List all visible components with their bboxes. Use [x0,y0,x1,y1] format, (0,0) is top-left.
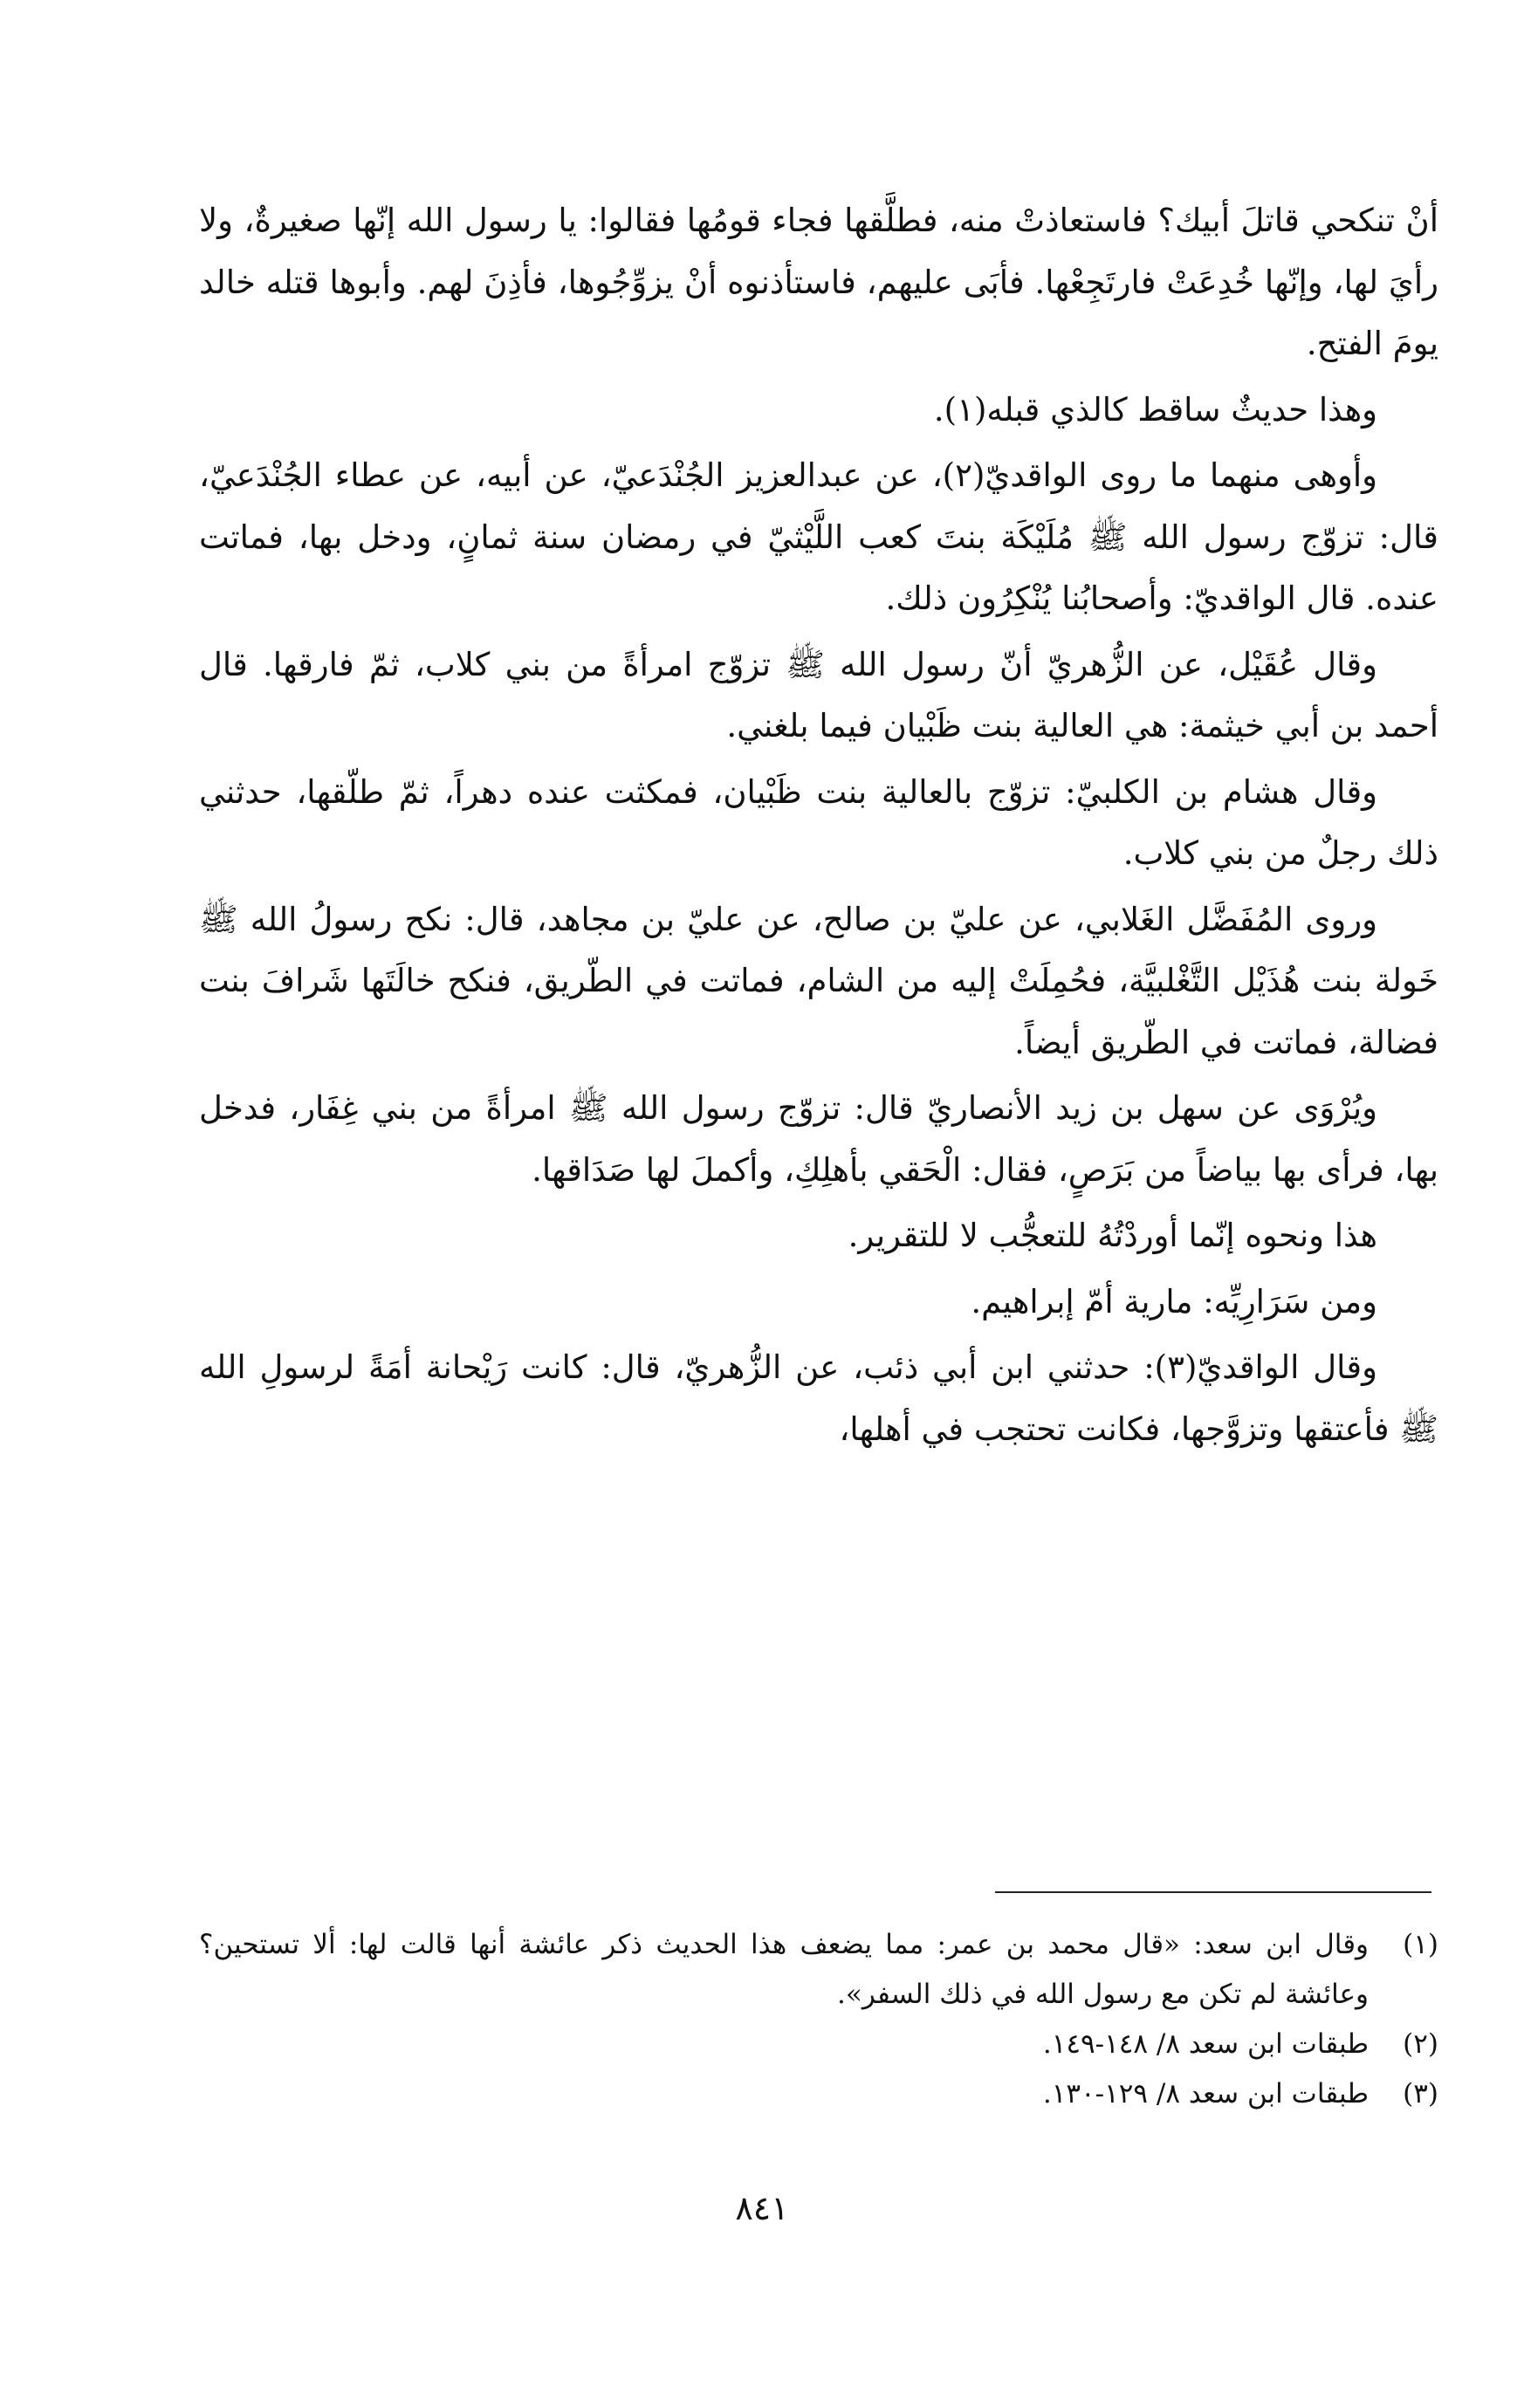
paragraph-4: وقال عُقَيْل، عن الزُّهريّ أنّ رسول الله ﷺ تزوّج امرأةً من بني كلاب، ثمّ فارقها. قال أحمد بن أبي خيثمة: هي العالية بنت ظَبْيان فيما بلغني. [199,645,1438,744]
paragraph-1: أنْ تنكحي قاتلَ أبيك؟ فاستعاذتْ منه، فطلَّقها فجاء قومُها فقالوا: يا رسول الله إنّها صغيرةٌ، ولا رأيَ لها، وإنّها خُدِعَتْ فارتَجِعْها. فأبَى عليهم، فاستأذنوه أنْ يزوِّجُوها، فأذِنَ لهم. وأبوها قتله خالد يومَ الفتح. [199,202,1438,362]
main-text [199,190,1438,1465]
paragraph-7: ويُرْوَى عن سهل بن زيد الأنصاريّ قال: تزوّج رسول الله ﷺ امرأةً من بني غِفَار، فدخل بها، فرأى بها بياضاً من بَرَصٍ، فقال: الْحَقي بأهلِكِ، وأكملَ لها صَدَاقها. [199,1089,1438,1189]
footnote-2 [199,2020,1438,2069]
footnote-divider [995,1891,1431,1893]
paragraph-6: وروى المُفَضَّل الغَلابي، عن عليّ بن صالح، عن عليّ بن مجاهد، قال: نكح رسولُ الله ﷺ خَولة بنت هُذَيْل التَّغْلبيَّة، فحُمِلَتْ إليه من الشام، فماتت في الطّريق، فنكح خالَتَها شَرافَ بنت فضالة، فماتت في الطّريق أيضاً. [199,900,1438,1061]
footnote-number: (١) [1403,1929,1438,1960]
footnote-text: طبقات ابن سعد ٨/ ١٤٨-١٤٩. [1042,2028,1369,2060]
footnote-number: (٣) [1403,2078,1438,2110]
paragraph-10: وقال الواقديّ(٣): حدثني ابن أبي ذئب، عن الزُّهريّ، قال: كانت رَيْحانة أمَةً لرسولِ الله ﷺ فأعتقها وتزوَّجها، فكانت تحتجب في أهلها، [199,1348,1438,1448]
footnote-text: طبقات ابن سعد ٨/ ١٢٩-١٣٠. [1042,2078,1369,2110]
footnote-3 [199,2069,1438,2119]
paragraph-8: هذا ونحوه إنّما أوردْتُهُ للتعجُّب لا للتقرير. [848,1217,1377,1254]
paragraph-5: وقال هشام بن الكلبيّ: تزوّج بالعالية بنت ظَبْيان، فمكثت عنده دهراً، ثمّ طلّقها، حدثني ذلك رجلٌ من بني كلاب. [199,772,1438,872]
paragraph-2: وهذا حديثٌ ساقط كالذي قبله(١). [933,390,1377,429]
footnote-text: وقال ابن سعد: «قال محمد بن عمر: مما يضعف هذا الحديث ذكر عائشة أنها قالت لها: ألا تستحين؟ وعائشة لم تكن مع رسول الله في ذلك السفر». [199,1929,1369,2010]
page-number: ٨٤١ [735,2189,789,2227]
paragraph-3: وأوهى منهما ما روى الواقديّ(٢)، عن عبدالعزيز الجُنْدَعيّ، عن أبيه، عن عطاء الجُنْدَعيّ، قال: تزوّج رسول الله ﷺ مُلَيْكَة بنتَ كعب اللَّيْثيّ في رمضان سنة ثمانٍ، ودخل بها، فماتت عنده. قال الواقديّ: وأصحابُنا يُنْكِرُون ذلك. [199,456,1438,617]
paragraph-9: ومن سَرَارِيِّه: مارية أمّ إبراهيم. [971,1282,1377,1321]
footnotes [199,1920,1438,2119]
footnote-1 [199,1920,1438,2020]
footnote-number: (٢) [1403,2028,1438,2060]
